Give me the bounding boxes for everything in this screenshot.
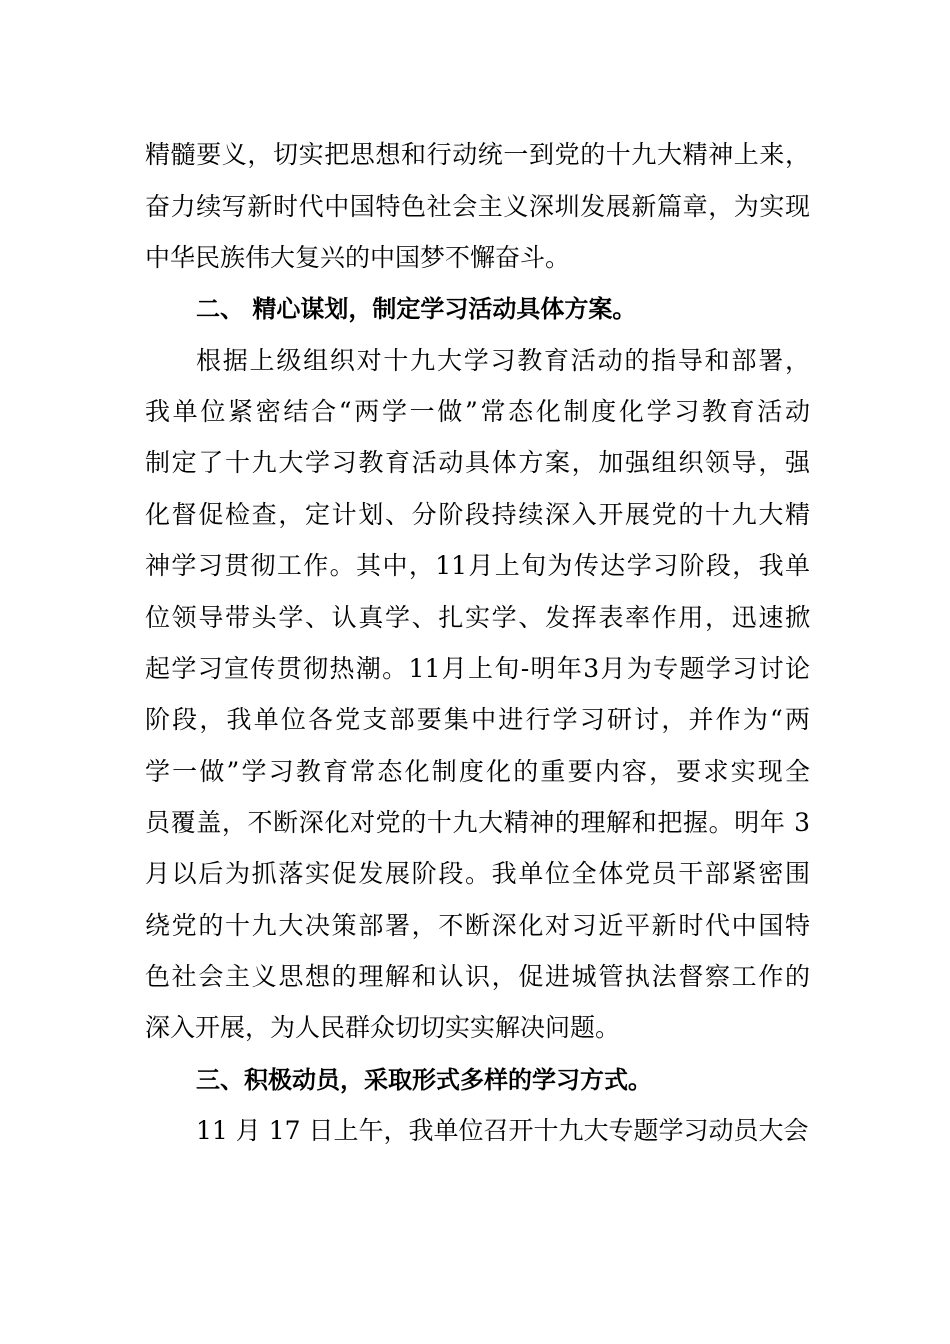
paragraph-2-line-8: 阶段，我单位各党支部要集中进行学习研讨，并作为“两 — [145, 705, 810, 734]
paragraph-2-line-13: 色社会主义思想的理解和认识，促进城管执法督察工作的 — [145, 962, 810, 991]
section-heading-2: 二、 精心谋划，制定学习活动具体方案。 — [196, 295, 637, 323]
paragraph-1-line-3: 中华民族伟大复兴的中国梦不懈奋斗。 — [145, 243, 571, 272]
paragraph-2-line-1: 根据上级组织对十九大学习教育活动的指导和部署， — [196, 346, 810, 375]
paragraph-2-line-3: 制定了十九大学习教育活动具体方案，加强组织领导，强 — [145, 448, 810, 477]
paragraph-2-line-14: 深入开展，为人民群众切切实实解决问题。 — [145, 1013, 621, 1042]
paragraph-2-line-7: 起学习宣传贯彻热潮。11月上旬-明年3月为专题学习讨论 — [145, 654, 810, 683]
paragraph-2-line-12: 绕党的十九大决策部署，不断深化对习近平新时代中国特 — [145, 911, 810, 940]
paragraph-1-line-2: 奋力续写新时代中国特色社会主义深圳发展新篇章，为实现 — [145, 192, 810, 221]
paragraph-2-line-5: 神学习贯彻工作。其中，11月上旬为传达学习阶段，我单 — [145, 551, 810, 580]
paragraph-1-line-1: 精髓要义，切实把思想和行动统一到党的十九大精神上来， — [145, 140, 810, 169]
paragraph-2-line-2: 我单位紧密结合“两学一做”常态化制度化学习教育活动 — [145, 397, 810, 426]
paragraph-2-line-11: 月以后为抓落实促发展阶段。我单位全体党员干部紧密围 — [145, 859, 810, 888]
section-heading-3: 三、积极动员，采取形式多样的学习方式。 — [196, 1066, 652, 1094]
paragraph-2-line-9: 学一做”学习教育常态化制度化的重要内容，要求实现全 — [145, 757, 810, 786]
paragraph-2-line-4: 化督促检查，定计划、分阶段持续深入开展党的十九大精 — [145, 500, 810, 529]
paragraph-3-line-1: 11 月 17 日上午，我单位召开十九大专题学习动员大会 — [196, 1116, 809, 1145]
paragraph-2-line-10: 员覆盖，不断深化对党的十九大精神的理解和把握。明年 3 — [145, 808, 810, 837]
paragraph-2-line-6: 位领导带头学、认真学、扎实学、发挥表率作用，迅速掀 — [145, 603, 810, 632]
